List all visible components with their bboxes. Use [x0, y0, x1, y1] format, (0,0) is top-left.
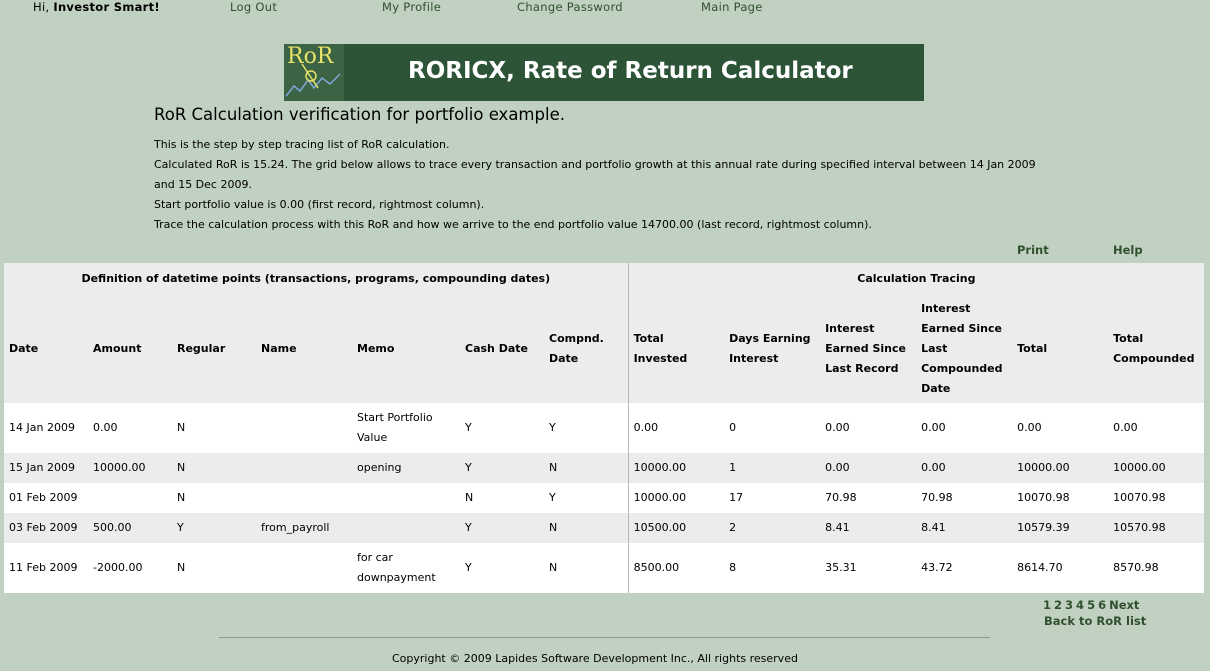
table-cell: 17 [724, 483, 820, 513]
table-cell: 10570.98 [1108, 513, 1204, 543]
pagination [1043, 598, 1142, 612]
page-link[interactable]: 2 [1054, 598, 1063, 612]
table-cell: 03 Feb 2009 [4, 513, 88, 543]
table-cell: 0.00 [1012, 403, 1108, 453]
footer-divider [219, 637, 990, 638]
table-cell: from_payroll [256, 513, 352, 543]
column-header: Interest Earned Since Last Record [820, 295, 916, 403]
table-cell: 11 Feb 2009 [4, 543, 88, 593]
table-cell: Y [460, 513, 544, 543]
my-profile-link[interactable]: My Profile [382, 0, 442, 14]
table-cell [352, 513, 460, 543]
table-cell: 8.41 [820, 513, 916, 543]
column-header: Name [256, 295, 352, 403]
table-cell: N [172, 403, 256, 453]
description-line: This is the step by step tracing list of RoR calculation. [154, 138, 450, 151]
change-password-link[interactable]: Change Password [517, 0, 623, 14]
main-page-link[interactable]: Main Page [701, 0, 763, 14]
column-header: Interest Earned Since Last Compounded Date [916, 295, 1012, 403]
table-cell: 70.98 [820, 483, 916, 513]
column-header: Total [1012, 295, 1108, 403]
table-cell: 2 [724, 513, 820, 543]
group-header-definition: Definition of datetime points (transactions, programs, compounding dates) [4, 263, 628, 295]
column-header: Cash Date [460, 295, 544, 403]
table-cell: 10000.00 [628, 453, 724, 483]
page-link[interactable]: 5 [1087, 598, 1096, 612]
table-cell: N [544, 513, 628, 543]
description-line: Start portfolio value is 0.00 (first record, rightmost column). [154, 198, 485, 211]
group-header-tracing: Calculation Tracing [628, 263, 1204, 295]
table-cell: N [172, 543, 256, 593]
table-cell: 0.00 [916, 403, 1012, 453]
table-cell: -2000.00 [88, 543, 172, 593]
table-cell: 10500.00 [628, 513, 724, 543]
table-cell: for car downpayment [352, 543, 460, 593]
table-cell: 10000.00 [88, 453, 172, 483]
table-row [4, 453, 1204, 483]
page-link[interactable]: 6 [1098, 598, 1107, 612]
table-cell: 10579.39 [1012, 513, 1108, 543]
table-cell: 0 [724, 403, 820, 453]
table-cell: 10000.00 [1012, 453, 1108, 483]
table-cell: 0.00 [628, 403, 724, 453]
description [154, 135, 1044, 235]
table-cell: 10070.98 [1108, 483, 1204, 513]
column-header: Compnd. Date [544, 295, 628, 403]
table-cell: Start Portfolio Value [352, 403, 460, 453]
table-cell: Y [172, 513, 256, 543]
table-cell [352, 483, 460, 513]
column-header: Regular [172, 295, 256, 403]
table-row [4, 543, 1204, 593]
table-cell: Y [460, 543, 544, 593]
table-cell: 8570.98 [1108, 543, 1204, 593]
column-header: Date [4, 295, 88, 403]
table-cell: 500.00 [88, 513, 172, 543]
next-page-link[interactable]: Next [1109, 598, 1140, 612]
page-title: RoR Calculation verification for portfolio example. [154, 105, 565, 124]
table-cell: 43.72 [916, 543, 1012, 593]
column-header: Memo [352, 295, 460, 403]
print-link[interactable]: Print [1017, 243, 1049, 257]
table-cell: 1 [724, 453, 820, 483]
table-cell: 8 [724, 543, 820, 593]
table-cell: N [172, 483, 256, 513]
table-cell: 70.98 [916, 483, 1012, 513]
back-to-ror-list-link[interactable]: Back to RoR list [1044, 614, 1147, 628]
table-cell: Y [460, 453, 544, 483]
table-cell: N [544, 453, 628, 483]
table-cell: N [172, 453, 256, 483]
page-link[interactable]: 4 [1076, 598, 1085, 612]
table-cell [256, 483, 352, 513]
table-cell: 8614.70 [1012, 543, 1108, 593]
table-cell: 8500.00 [628, 543, 724, 593]
table-cell [88, 483, 172, 513]
table-cell: 0.00 [820, 403, 916, 453]
table-cell: N [460, 483, 544, 513]
table-cell [256, 543, 352, 593]
copyright: Copyright © 2009 Lapides Software Development Inc., All rights reserved [392, 652, 798, 665]
description-line: Calculated RoR is 15.24. The grid below allows to trace every transaction and portfolio growth at this annual rate during specified interval between 14 Jan 2009 and 15 Dec 2009. [154, 158, 1036, 191]
user-name: Investor Smart! [53, 0, 160, 14]
table-cell: 01 Feb 2009 [4, 483, 88, 513]
table-cell: 8.41 [916, 513, 1012, 543]
table-cell: opening [352, 453, 460, 483]
table-cell: 0.00 [820, 453, 916, 483]
page-link[interactable]: 3 [1065, 598, 1074, 612]
table-cell: N [544, 543, 628, 593]
ror-tracing-table [4, 263, 1204, 593]
table-cell [256, 453, 352, 483]
banner-title: RORICX, Rate of Return Calculator [408, 58, 853, 84]
table-row [4, 483, 1204, 513]
table-cell: 0.00 [1108, 403, 1204, 453]
table-cell: Y [544, 403, 628, 453]
table-cell: Y [460, 403, 544, 453]
column-header: Total Invested [628, 295, 724, 403]
table-row [4, 403, 1204, 453]
description-line: Trace the calculation process with this RoR and how we arrive to the end portfolio value 14700.00 (last record, rightmost column). [154, 218, 872, 231]
table-cell: 10000.00 [628, 483, 724, 513]
help-link[interactable]: Help [1113, 243, 1143, 257]
logo-text: RoR [287, 44, 334, 69]
table-cell: 10070.98 [1012, 483, 1108, 513]
column-header: Amount [88, 295, 172, 403]
table-cell: 10000.00 [1108, 453, 1204, 483]
top-navigation [0, 0, 1210, 16]
greeting: Hi, Investor Smart! [33, 0, 160, 14]
page-link[interactable]: 1 [1043, 598, 1052, 612]
table-cell [256, 403, 352, 453]
app-banner [284, 44, 924, 101]
ror-logo [284, 44, 344, 101]
table-row [4, 513, 1204, 543]
table-cell: 14 Jan 2009 [4, 403, 88, 453]
table-cell: 35.31 [820, 543, 916, 593]
column-header: Days Earning Interest [724, 295, 820, 403]
column-header: Total Compounded [1108, 295, 1204, 403]
table-cell: 0.00 [88, 403, 172, 453]
table-cell: 15 Jan 2009 [4, 453, 88, 483]
logout-link[interactable]: Log Out [230, 0, 278, 14]
table-cell: 0.00 [916, 453, 1012, 483]
table-cell: Y [544, 483, 628, 513]
